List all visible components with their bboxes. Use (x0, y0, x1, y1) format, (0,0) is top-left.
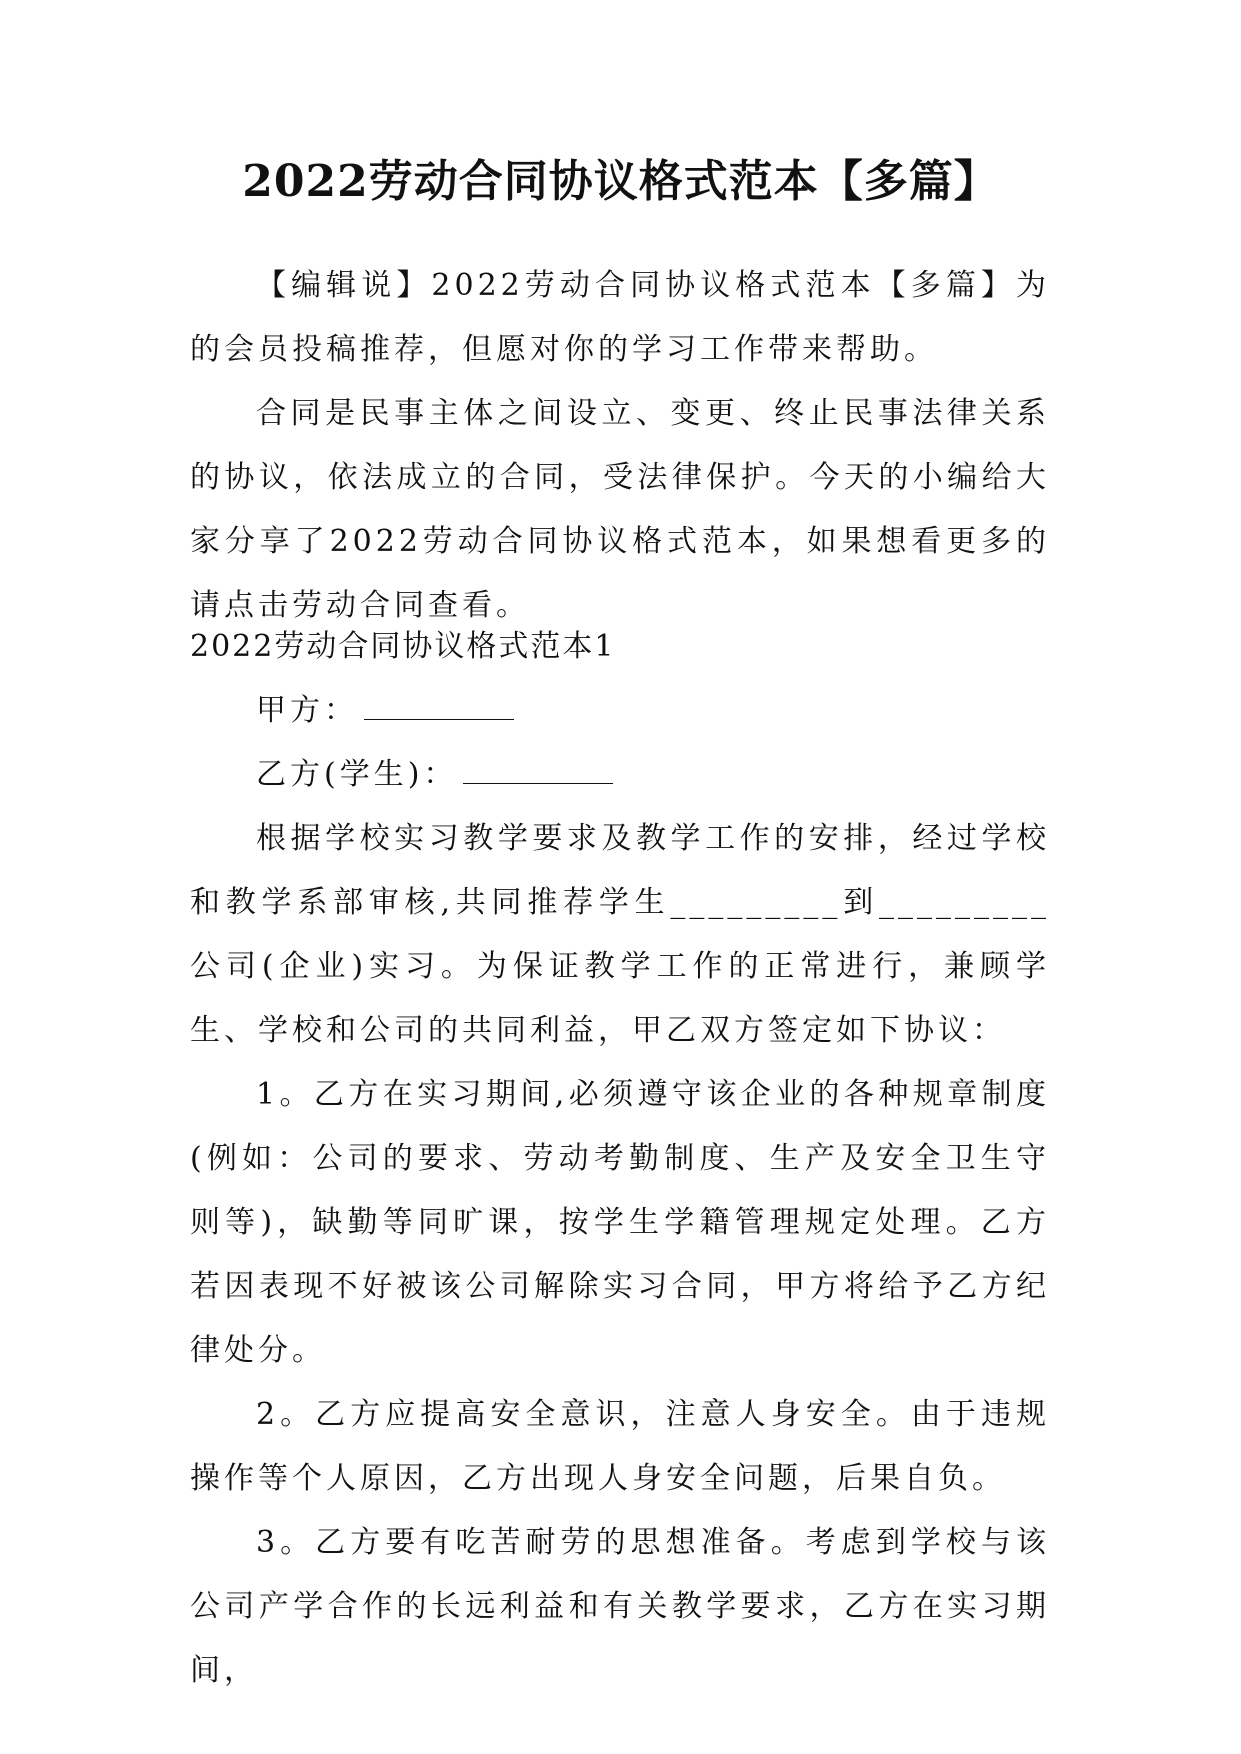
contract-paragraph-4: 3。乙方要有吃苦耐劳的思想准备。考虑到学校与该公司产学合作的长远利益和有关教学要求，乙方在实习期间， (190, 1525, 1050, 1688)
party-a-label: 甲方： (256, 693, 358, 728)
party-b-label: 乙方(学生)： (256, 757, 458, 792)
contract-paragraph-2: 1。乙方在实习期间,必须遵守该企业的各种规章制度(例如：公司的要求、劳动考勤制度、生产及安全卫生守则等)，缺勤等同旷课，按学生学籍管理规定处理。乙方若因表现不好被该公司解除实习合同，甲方将给予乙方纪律处分。 (190, 1077, 1050, 1368)
intro-paragraph-1: 【编辑说】2022劳动合同协议格式范本【多篇】为的会员投稿推荐，但愿对你的学习工作带来帮助。 (190, 268, 1050, 367)
contract-paragraph-3: 2。乙方应提高安全意识，注意人身安全。由于违规操作等个人原因，乙方出现人身安全问题，后果自负。 (190, 1397, 1050, 1496)
page-title: 2022劳动合同协议格式范本【多篇】 (242, 156, 999, 207)
party-b-line (190, 743, 1050, 807)
party-a-line (190, 679, 1050, 743)
intro-paragraph-2: 合同是民事主体之间设立、变更、终止民事法律关系的协议，依法成立的合同，受法律保护。今天的小编给大家分享了2022劳动合同协议格式范本，如果想看更多的请点击劳动合同查看。 (190, 396, 1050, 623)
party-b-blank (463, 757, 613, 784)
intro-section (190, 254, 1050, 638)
contract-section (190, 615, 1050, 1703)
contract-paragraph-1: 根据学校实习教学要求及教学工作的安排，经过学校和教学系部审核,共同推荐学生_________到_________公司(企业)实习。为保证教学工作的正常进行，兼顾学生、学校和公司的共同利益，甲乙双方签定如下协议： (190, 821, 1050, 1048)
party-a-blank (364, 693, 514, 720)
section-heading: 2022劳动合同协议格式范本1 (190, 629, 616, 664)
